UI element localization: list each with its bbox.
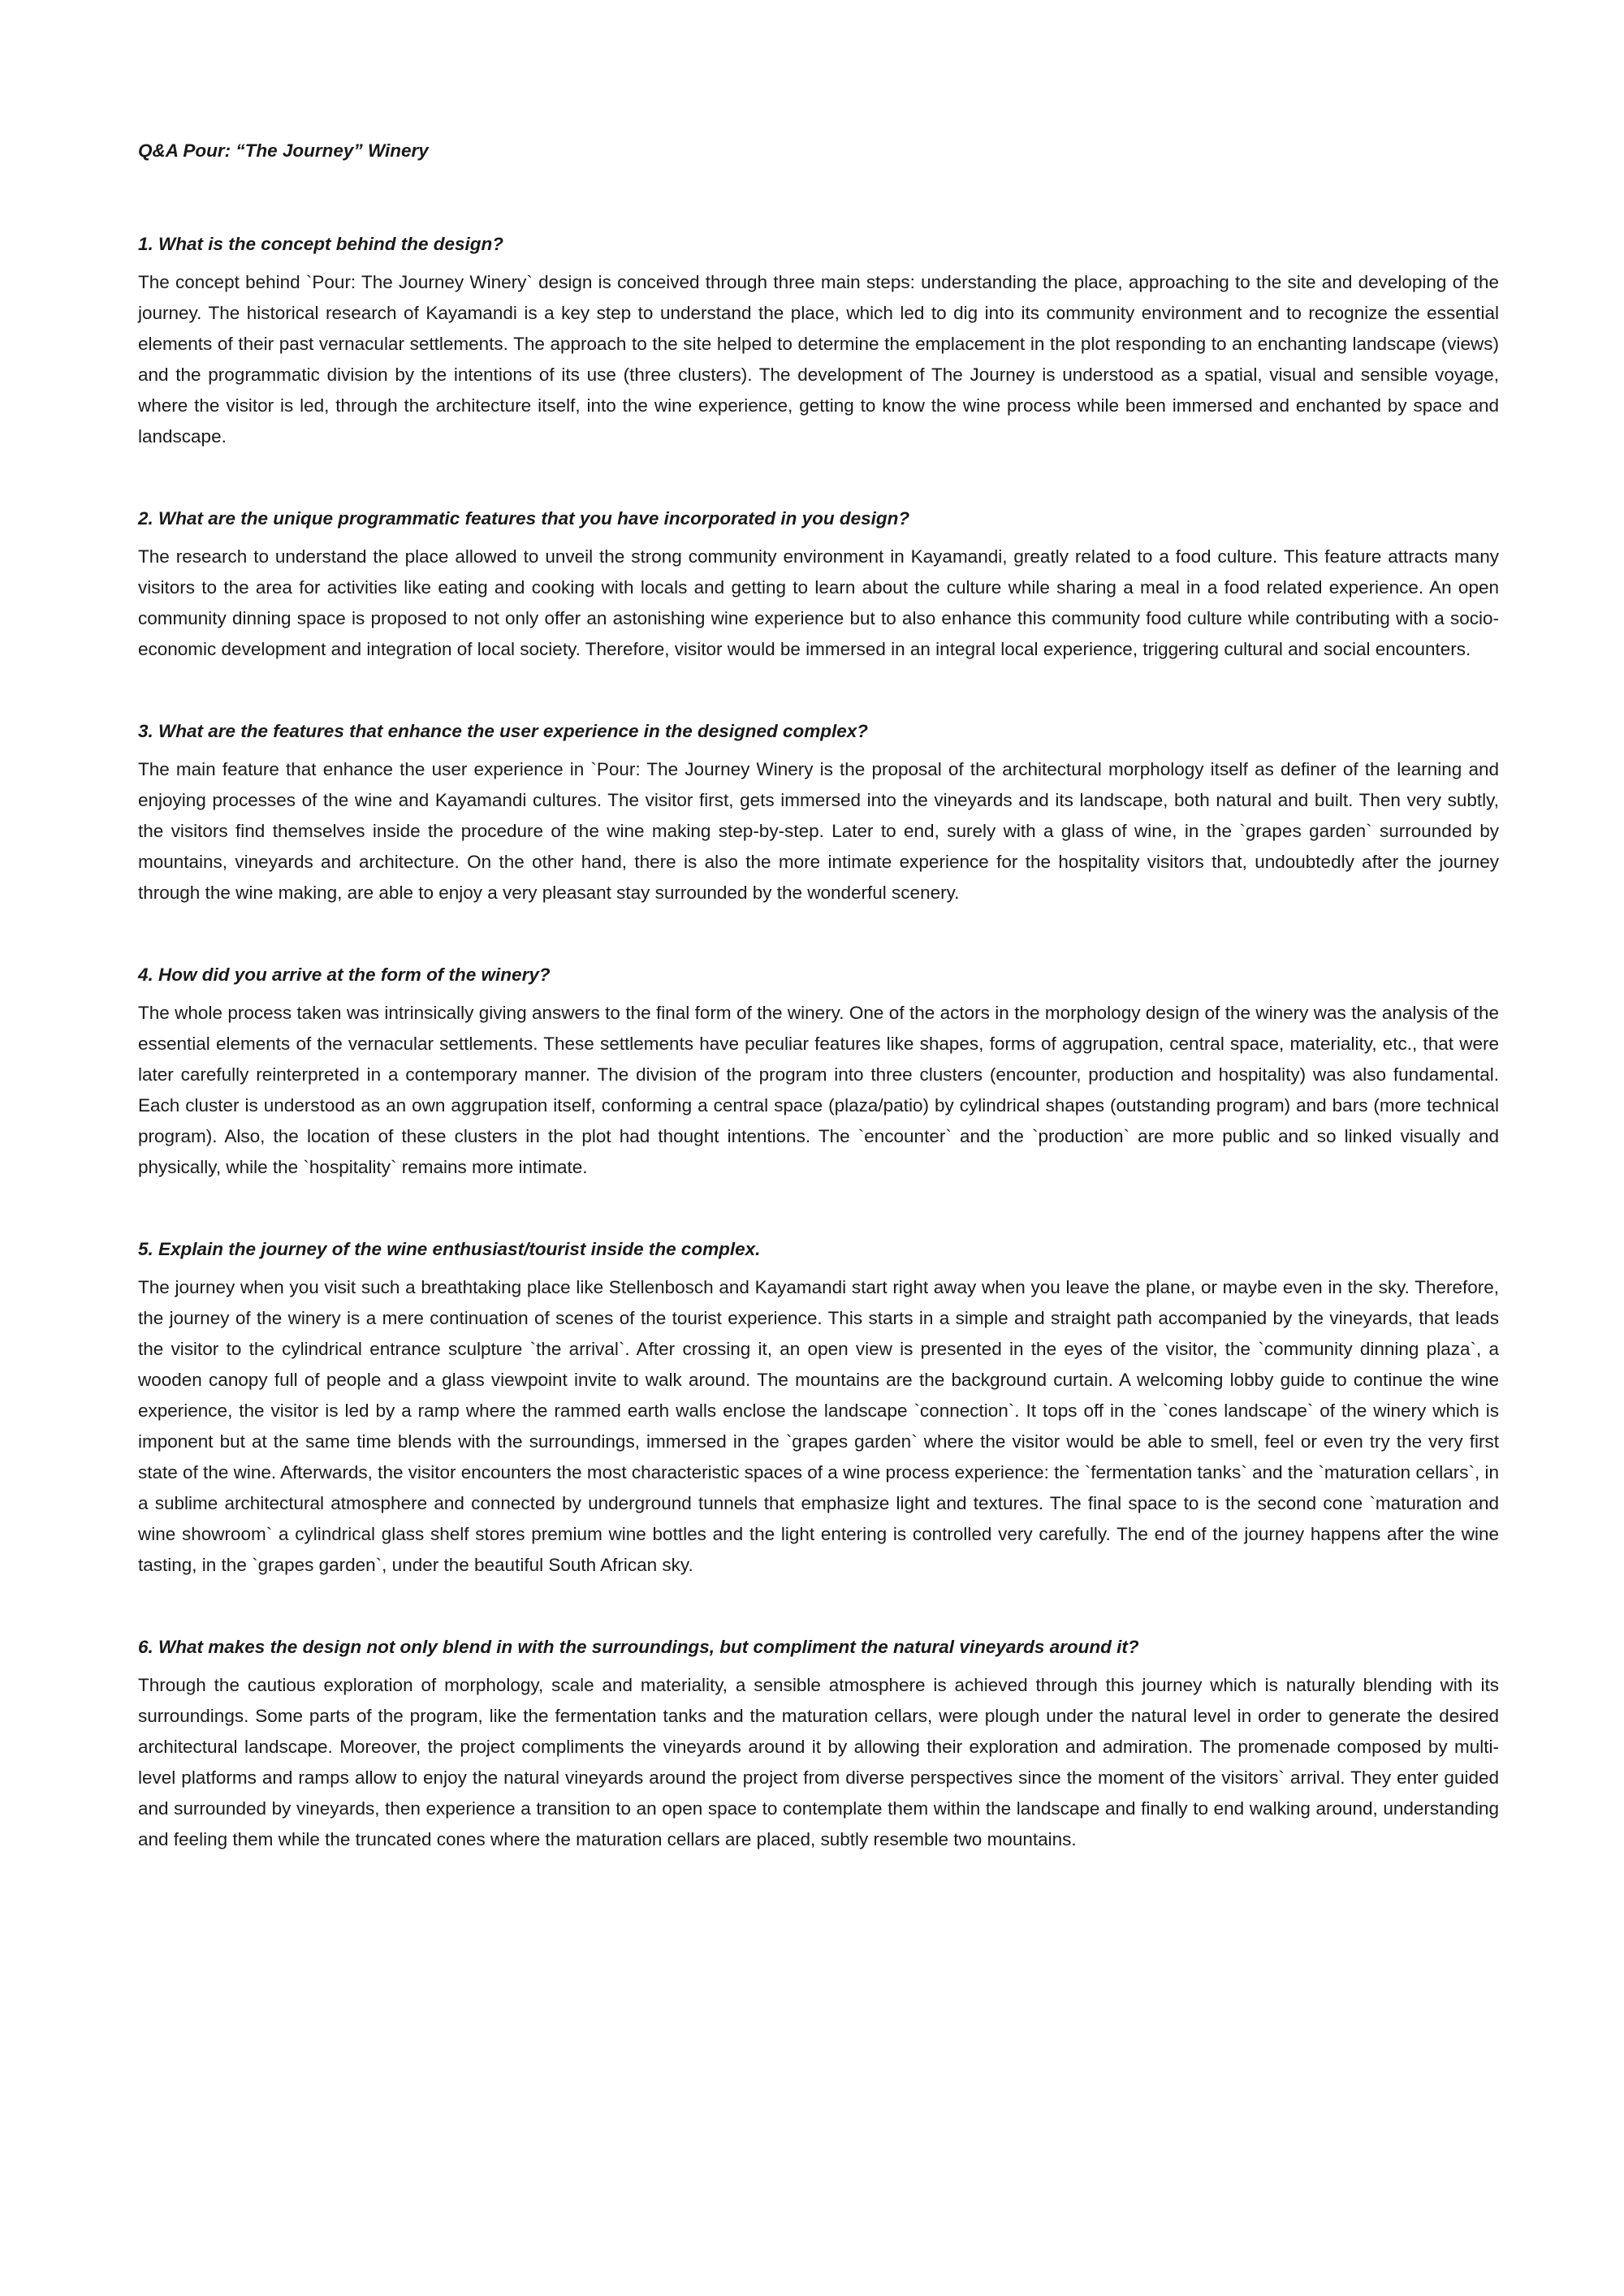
question-heading: 4. How did you arrive at the form of the winery? <box>138 965 551 985</box>
question-heading: 6. What makes the design not only blend in with the surroundings, but compliment the natural vineyards around it? <box>138 1637 1139 1657</box>
question-heading: 2. What are the unique programmatic features that you have incorporated in you design? <box>138 508 910 529</box>
answer-paragraph: The main feature that enhance the user experience in `Pour: The Journey Winery is the proposal of the architectural morphology itself as definer of the learning and enjoying processes of the wine and Kayamandi cultures. The visitor first, gets immersed into the vineyards and its landscape, both natural and built. Then very subtly, the visitors find themselves inside the procedure of the wine making step-by-step. Later to end, surely with a glass of wine, in the `grapes garden` surrounded by mountains, vineyards and architecture. On the other hand, there is also the more intimate experience for the hospitality visitors that, undoubtedly after the journey through the wine making, are able to enjoy a very pleasant stay surrounded by the wonderful scenery. <box>138 759 1499 903</box>
answer-paragraph: The research to understand the place allowed to unveil the strong community environment in Kayamandi, greatly related to a food culture. This feature attracts many visitors to the area for activities like eating and cooking with locals and getting to learn about the culture while sharing a meal in a food related experience. An open community dinning space is proposed to not only offer an astonishing wine experience but to also enhance this community food culture while contributing with a socio-economic development and integration of local society. Therefore, visitor would be immersed in an integral local experience, triggering cultural and social encounters. <box>138 546 1499 659</box>
answer-paragraph: Through the cautious exploration of morphology, scale and materiality, a sensible atmosphere is achieved through this journey which is naturally blending with its surroundings. Some parts of the program, like the fermentation tanks and the maturation cellars, were plough under the natural level in order to generate the desired architectural landscape. Moreover, the project compliments the vineyards around it by allowing their exploration and admiration. The promenade composed by multi-level platforms and ramps allow to enjoy the natural vineyards around the project from diverse perspectives since the moment of the visitors` arrival. They enter guided and surrounded by vineyards, then experience a transition to an open space to contemplate them within the landscape and finally to end walking around, understanding and feeling them while the truncated cones where the maturation cellars are placed, subtly resemble two mountains. <box>138 1675 1499 1849</box>
qa-section-6 <box>138 1634 1499 1855</box>
answer-paragraph: The journey when you visit such a breathtaking place like Stellenbosch and Kayamandi start right away when you leave the plane, or maybe even in the sky. Therefore, the journey of the winery is a mere continuation of scenes of the tourist experience. This starts in a simple and straight path accompanied by the vineyards, that leads the visitor to the cylindrical entrance sculpture `the arrival`. After crossing it, an open view is presented in the eyes of the visitor, the `community dinning plaza`, a wooden canopy full of people and a glass viewpoint invite to walk around. The mountains are the background curtain. A welcoming lobby guide to continue the wine experience, the visitor is led by a ramp where the rammed earth walls enclose the landscape `connection`. It tops off in the `cones landscape` of the winery which is imponent but at the same time blends with the surroundings, immersed in the `grapes garden` where the visitor would be able to smell, feel or even try the very first state of the wine. Afterwards, the visitor encounters the most characteristic spaces of a wine process experience: the `fermentation tanks` and the `maturation cellars`, in a sublime architectural atmosphere and connected by underground tunnels that emphasize light and textures. The final space to is the second cone `maturation and wine showroom` a cylindrical glass shelf stores premium wine bottles and the light entering is controlled very carefully. The end of the journey happens after the wine tasting, in the `grapes garden`, under the beautiful South African sky. <box>138 1277 1499 1575</box>
question-heading: 1. What is the concept behind the design? <box>138 234 504 254</box>
question-heading: 3. What are the features that enhance the user experience in the designed complex? <box>138 721 869 741</box>
qa-section-3 <box>138 719 1499 908</box>
question-heading: 5. Explain the journey of the wine enthusiast/tourist inside the complex. <box>138 1239 761 1259</box>
answer-paragraph: The whole process taken was intrinsically giving answers to the final form of the winery. One of the actors in the morphology design of the winery was the analysis of the essential elements of the vernacular settlements. These settlements have peculiar features like shapes, forms of aggrupation, central space, materiality, etc., that were later carefully reinterpreted in a contemporary manner. The division of the program into three clusters (encounter, production and hospitality) was also fundamental. Each cluster is understood as an own aggrupation itself, conforming a central space (plaza/patio) by cylindrical shapes (outstanding program) and bars (more technical program). Also, the location of these clusters in the plot had thought intentions. The `encounter` and the `production` are more public and so linked visually and physically, while the `hospitality` remains more intimate. <box>138 1003 1499 1177</box>
qa-section-1 <box>138 231 1499 452</box>
qa-section-4 <box>138 962 1499 1183</box>
qa-section-2 <box>138 506 1499 665</box>
document-title: Q&A Pour: “The Journey” Winery <box>138 140 429 161</box>
qa-section-5 <box>138 1236 1499 1581</box>
answer-paragraph: The concept behind `Pour: The Journey Winery` design is conceived through three main steps: understanding the place, approaching to the site and developing of the journey. The historical research of Kayamandi is a key step to understand the place, which led to dig into its community environment and to recognize the essential elements of their past vernacular settlements. The approach to the site helped to determine the emplacement in the plot responding to an enchanting landscape (views) and the programmatic division by the intentions of its use (three clusters). The development of The Journey is understood as a spatial, visual and sensible voyage, where the visitor is led, through the architecture itself, into the wine experience, getting to know the wine process while been immersed and enchanted by space and landscape. <box>138 272 1499 447</box>
